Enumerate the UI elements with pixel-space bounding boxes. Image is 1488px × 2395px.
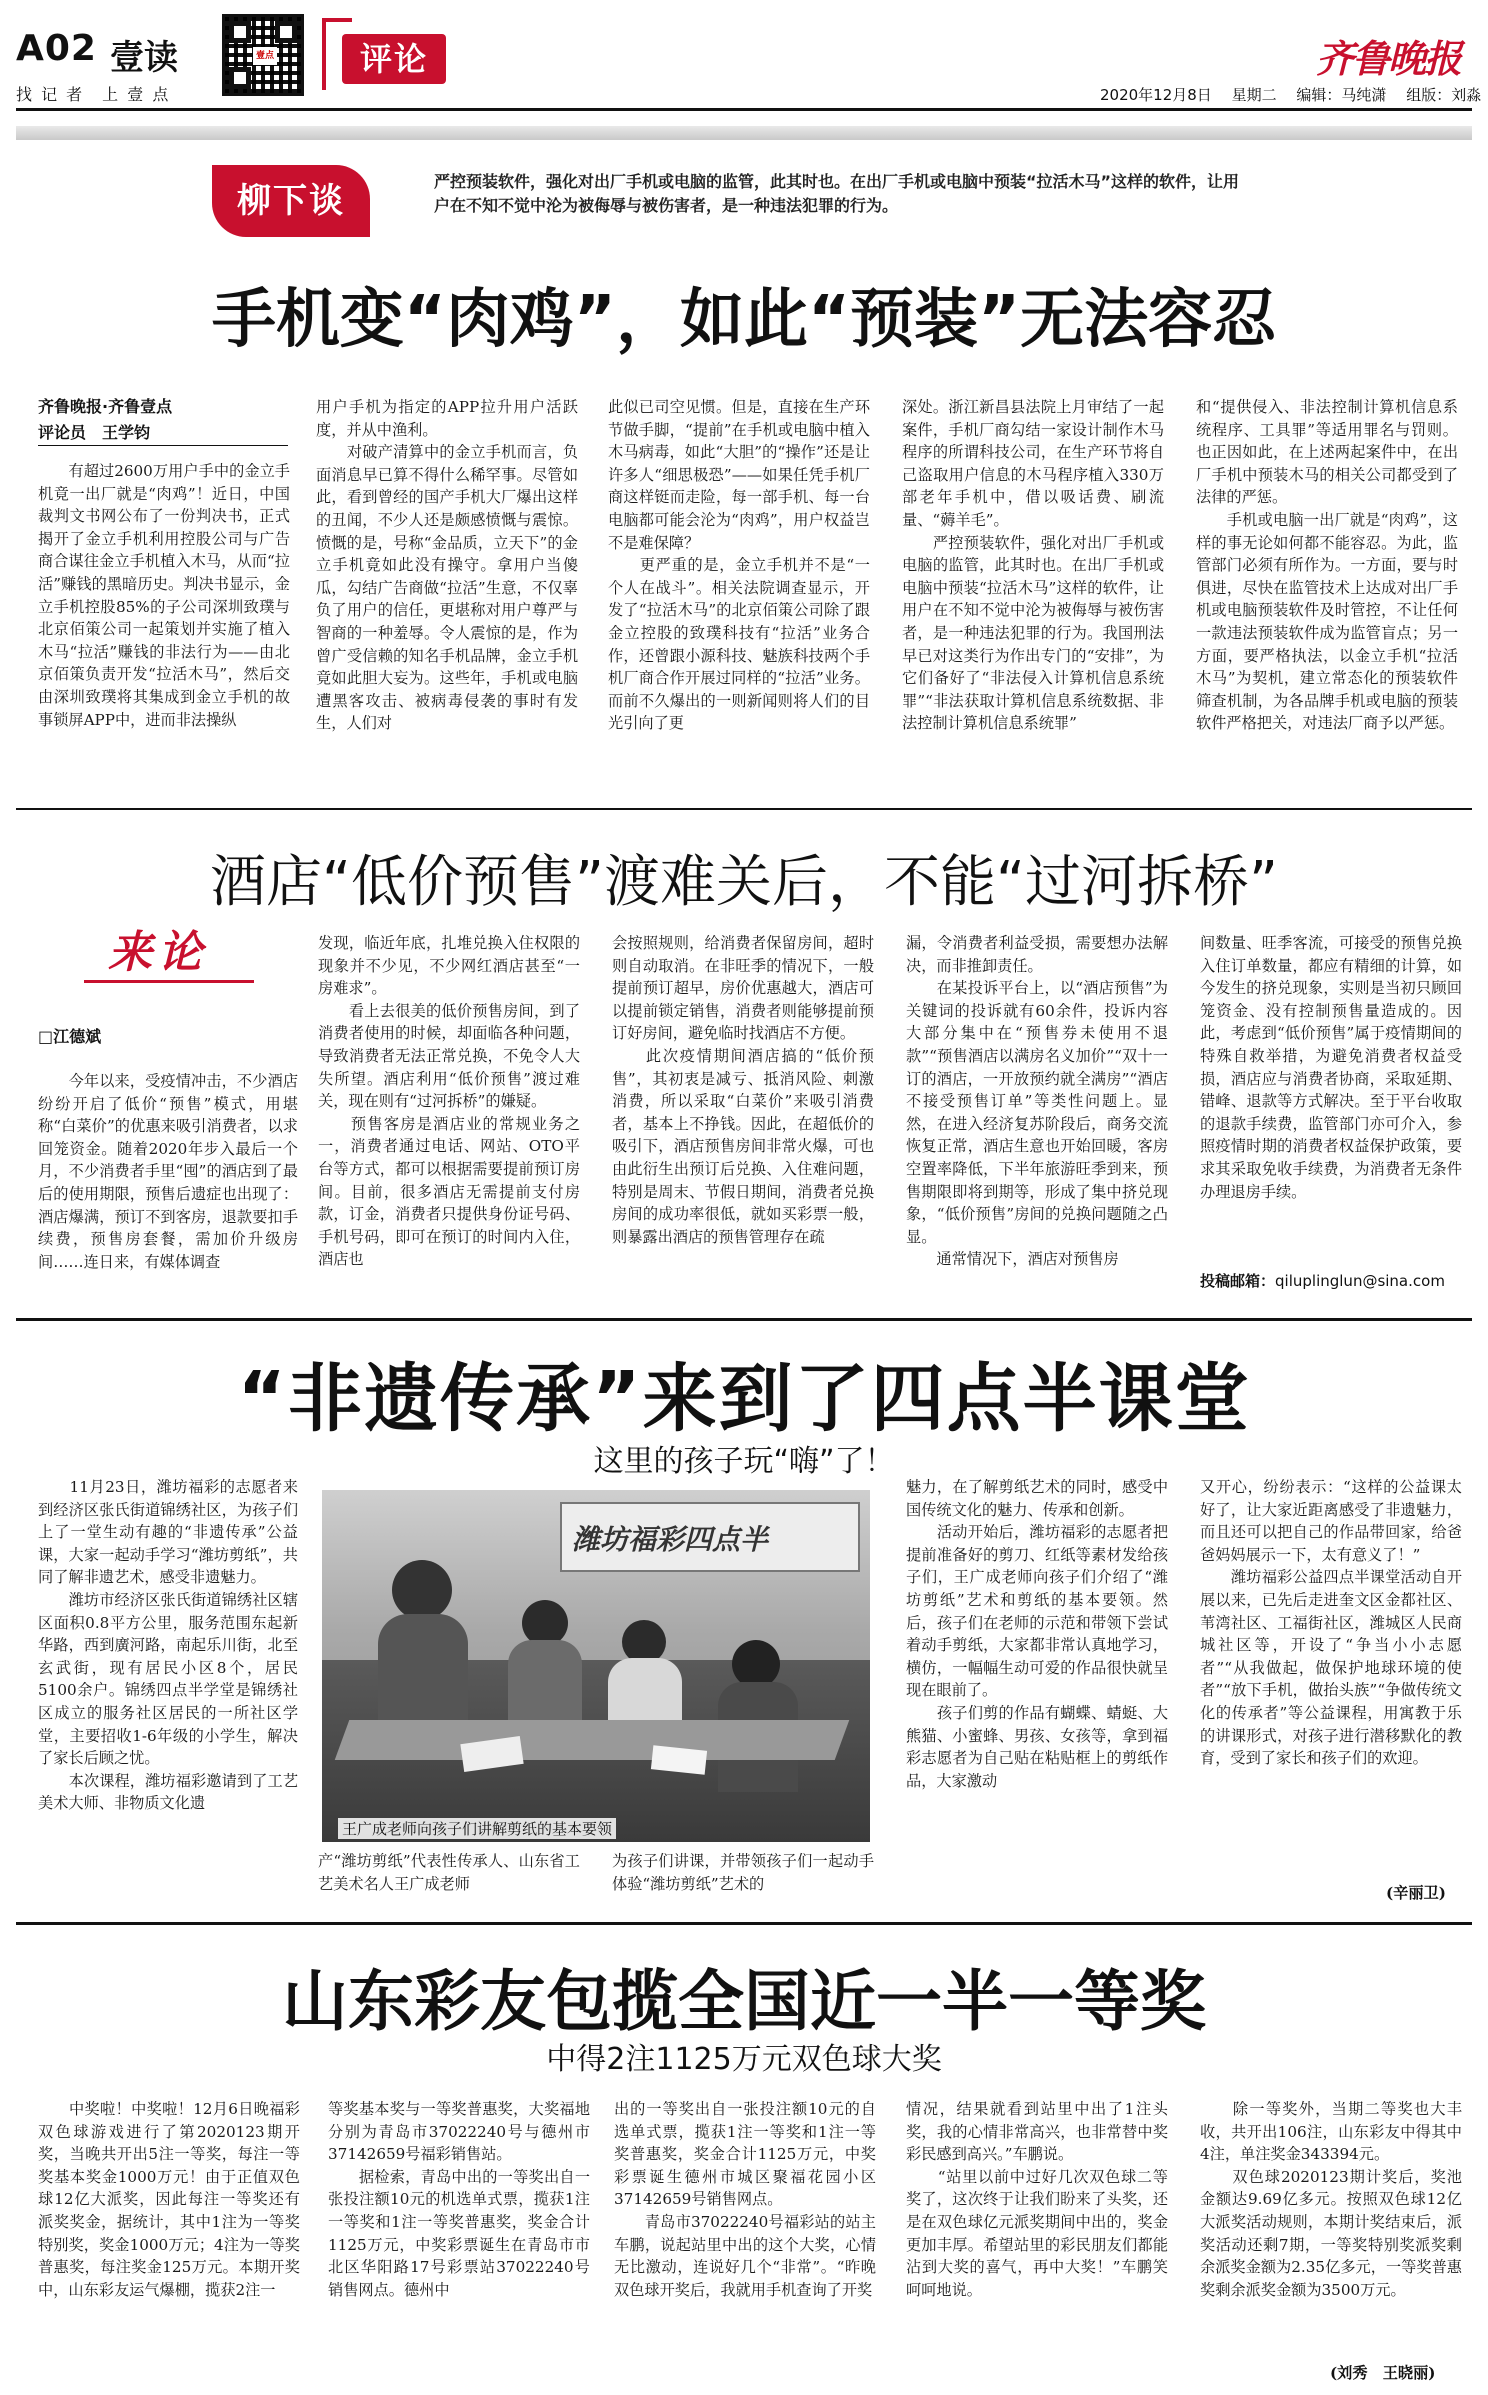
article2-col5: 间数量、旺季客流，可接受的预售兑换入住订单数量，都应有精细的计算，如今发生的挤兑现象，实则是当初只顾回笼资金、没有控制预售量造成的。因此，考虑到“低价预售”属于疫情期间的特殊自救举措，为避免消费者权益受损，酒店应与消费者协商，采取延期、错峰、退款等方式解决。至于平台收取的退款手续费，监管部门亦可介入，参照疫情时期的消费者权益保护政策，要求其采取免收手续费，为消费者无条件办理退房手续。 [1200, 934, 1462, 1201]
article3-col5: 又开心，纷纷表示：“这样的公益课太好了，让大家近距离感受了非遗魅力，而且还可以把自己的作品带回家，给爸爸妈妈展示一下，太有意义了！” 潍坊福彩公益四点半课堂活动自开展以来，已先后走进奎文区金都社区、苇湾社区、工福街社区，潍城区人民商城社区等，开设了“争当小小志愿者”“从我做起，做保护地球环境的使者”“放下手机，做抬头族”“争做传统文化的传承者”等公益课程，用寓教于乐的讲课形式，对孩子进行潜移默化的教育，受到了家长和孩子们的欢迎。 [1200, 1478, 1462, 1768]
article1-col2: 用户手机为指定的APP拉升用户活跃度，并从中渔利。 对破产清算中的金立手机而言，负面消息早已算不得什么稀罕事。尽管如此，看到曾经的国产手机大厂爆出这样的丑闻，不少人还是颇感愤慨与震惊。愤慨的是，号称“金品质，立天下”的金立手机竟如此没有操守。拿用户当傻瓜，勾结广告商做“拉活”生意，不仅辜负了用户的信任，更堪称对用户尊严与智商的一种羞辱。令人震惊的是，作为曾广受信赖的知名手机品牌，金立手机竟如此胆大妄为。这些年，手机或电脑遭黑客攻击、被病毒侵袭的事时有发生，人们对 [316, 398, 578, 733]
qr-center-label: 壹点 [253, 47, 277, 65]
divider-3 [16, 1922, 1472, 1925]
masthead-rule [16, 108, 1472, 111]
article3-col2b: 产“潍坊剪纸”代表性传承人、山东省工艺美术名人王广成老师 [318, 1852, 580, 1893]
byline-org: 齐鲁晚报·齐鲁壹点 [38, 397, 173, 416]
article4-col3: 出的一等奖出自一张投注额10元的自选单式票，揽获1注一等奖和1注一等奖普惠奖，奖金合计1125万元，中奖彩票诞生德州市城区聚福花园小区37142659号销售网点。 青岛市37022240号福彩站的站主车鹏，说起站里中出的这个大奖，心情无比激动，连说好几个“非常”。“昨晚双色球开奖后，我就用手机查询了开奖 [614, 2100, 876, 2299]
article1-col4: 深处。浙江新昌县法院上月审结了一起案件，手机厂商勾结一家设计制作木马程序的所谓科技公司，在生产环节将自己盗取用户信息的木马程序植入330万部老年手机中，借以吸话费、刷流量、“薅羊毛”。 严控预装软件，强化对出厂手机或电脑的监管，此其时也。在出厂手机或电脑中预装“拉活木马”这样的软件，让用户在不知不觉中沦为被侮辱与被伤害者，是一种违法犯罪的行为。我国刑法早已对这类行为作出专门的“安排”，为它们备好了“非法侵入计算机信息系统罪”“非法获取计算机信息系统数据、非法控制计算机信息系统罪” [902, 398, 1164, 733]
headline-4: 山东彩友包揽全国近一半一等奖 [282, 1963, 1206, 2040]
slogan: 找 记 者 上 壹 点 [16, 85, 171, 104]
subhead-3: 这里的孩子玩“嗨”了！ [593, 1444, 895, 1479]
masthead-shade [16, 126, 1472, 140]
article4-col5: 除一等奖外，当期二等奖也大丰收，共开出106注，山东彩友中得其中4注，单注奖金343394元。 双色球2020123期计奖后，奖池金额达9.69亿多元。按照双色球12亿大派奖活动规则，本期计奖结束后，派奖活动还剩7期，一等奖特别奖派奖剩余派奖金额为2.35亿多元，一等奖普惠奖剩余派奖金额为3500万元。 [1200, 2100, 1462, 2299]
banner-text: 潍坊福彩四点半 [572, 1523, 769, 1556]
article3-col1: 11月23日，潍坊福彩的志愿者来到经济区张氏街道锦绣社区，为孩子们上了一堂生动有趣的“非遗传承”公益课，大家一起动手学习“潍坊剪纸”，共同了解非遗艺术，感受非遗魅力。 潍坊市经济区张氏街道锦绣社区辖区面积0.8平方公里，服务范围东起新华路，西到廣河路，南起乐川街，北至玄武街，现有居民小区8个，居民5100余户。锦绣四点半学堂是锦绣社区成立的服务社区居民的一所社区学堂，主要招收1-6年级的小学生，解决了家长后顾之忧。 本次课程，潍坊福彩邀请到了工艺美术大师、非物质文化遗 [38, 1478, 298, 1813]
column-logo-2: 来论 [108, 927, 208, 978]
column-tag: 评论 [342, 34, 446, 84]
article2-col4: 漏，令消费者利益受损，需要想办法解决，而非推卸责任。 在某投诉平台上，以“酒店预售”为关键词的投诉就有60余件，投诉内容大部分集中在“预售券未使用不退款”“预售酒店以满房名义加价”“双十一订的酒店，一开放预约就全满房”“酒店不接受预售订单”等类性问题上。显然，在进入经济复苏阶段后，商务交流恢复正常，酒店生意也开始回暖，客房空置率降低，下半年旅游旺季到来，预售期限即将到期等，形成了集中挤兑现象，“低价预售”房间的兑换问题随之凸显。 通常情况下，酒店对预售房 [906, 934, 1168, 1269]
divider-2 [16, 1318, 1472, 1321]
article4-col4: 情况，结果就看到站里中出了1注头奖，我的心情非常高兴，也非常替中奖彩民感到高兴。”车鹏说。 “站里以前中过好几次双色球二等奖了，这次终于让我们盼来了头奖，还是在双色球亿元派奖期间中出的，奖金更加丰厚。希望站里的彩民朋友们都能沾到大奖的喜气，再中大奖！”车鹏笑呵呵地说。 [906, 2100, 1168, 2299]
article2-author: □江德斌 [38, 1027, 102, 1046]
article4-col1: 中奖啦！中奖啦！12月6日晚福彩双色球游戏进行了第2020123期开奖，当晚共开出5注一等奖，每注一等奖基本奖金1000万元！由于正值双色球12亿大派奖，因此每注一等奖还有派奖奖金，据统计，其中1注为一等奖特别奖，奖金1000万元；4注为一等奖普惠奖，每注奖金125万元。本期开奖中，山东彩友运气爆棚，揽获2注一 [38, 2100, 300, 2299]
article1-col3: 此似已司空见惯。但是，直接在生产环节做手脚，“提前”在手机或电脑中植入木马病毒，如此“大胆”的“操作”还是让许多人“细思极恐”——如果任凭手机厂商这样铤而走险，每一部手机、每一台电脑都可能会沦为“肉鸡”，用户权益岂不是难保障？ 更严重的是，金立手机并不是“一个人在战斗”。相关法院调查显示，开发了“拉活木马”的北京佰策公司除了跟金立控股的致璞科技有“拉活”业务合作，还曾跟小源科技、魅族科技两个手机厂商合作开展过同样的“拉活”业务。而前不久爆出的一则新闻则将人们的目光引向了更 [608, 398, 870, 733]
article1-col1: 有超过2600万用户手中的金立手机竟一出厂就是“肉鸡”！近日，中国裁判文书网公布了一份判决书，正式揭开了金立手机利用控股公司与广告商合谋往金立手机植入木马，从而“拉活”赚钱的黑暗历史。判决书显示，金立手机控股85%的子公司深圳致璞与北京佰策公司一起策划并实施了植入木马“拉活”赚钱的非法行为——由北京佰策负责开发“拉活木马”，然后交由深圳致璞将其集成到金立手机的故事锁屏APP中，进而非法操纵 [38, 462, 290, 729]
column-tag-bracket-top [322, 18, 352, 22]
headline-3: “非遗传承”来到了四点半课堂 [237, 1356, 1251, 1442]
headline-2: 酒店“低价预售”渡难关后，不能“过河拆桥” [209, 850, 1279, 915]
article1-col5: 和“提供侵入、非法控制计算机信息系统程序、工具罪”等适用罪名与罚则。也正因如此，在上述两起案件中，在出厂手机中预装木马的相关公司都受到了法律的严惩。 手机或电脑一出厂就是“肉鸡”，这样的事无论如何都不能容忍。为此，监管部门必须有所作为。一方面，要与时俱进，尽快在监管技术上达成对出厂手机或电脑预装软件及时管控，不让任何一款违法预装软件成为监管盲点；另一方面，要严格执法，以金立手机“拉活木马”为契机，建立常态化的预装软件筛查机制，为各品牌手机或电脑的预装软件严格把关，对违法厂商予以严惩。 [1196, 398, 1458, 733]
photo-caption: 王广成老师向孩子们讲解剪纸的基本要领 [338, 1818, 616, 1839]
divider-1 [16, 808, 1472, 810]
article2-col1: 今年以来，受疫情冲击，不少酒店纷纷开启了低价“预售”模式，用堪称“白菜价”的优惠来吸引消费者，以求回笼资金。随着2020年步入最后一个月，不少消费者手里“囤”的酒店到了最后的使用期限，预售后遗症也出现了：酒店爆满，预订不到客房，退款要扣手续费，预售房套餐，需加价升级房间……连日来，有媒体调查 [38, 1072, 298, 1271]
article3-col4: 魅力，在了解剪纸艺术的同时，感受中国传统文化的魅力、传承和创新。 活动开始后，潍坊福彩的志愿者把提前准备好的剪刀、红纸等素材发给孩子们，王广成老师向孩子们介绍了“潍坊剪纸”艺术和剪纸的基本要领。然后，孩子们在老师的示范和带领下尝试着动手剪纸，大家都非常认真地学习，横仿，一幅幅生动可爱的作品很快就呈现在眼前了。 孩子们剪的作品有蝴蝶、蜻蜓、大熊猫、小蜜蜂、男孩、女孩等，拿到福彩志愿者为自己贴在粘贴框上的剪纸作品，大家激动 [906, 1478, 1168, 1790]
photo-banner [560, 1502, 860, 1572]
contribution-line [1200, 1270, 1445, 1291]
article2-col3: 会按照规则，给消费者保留房间，超时则自动取消。在非旺季的情况下，一般提前预订超早，房价优惠越大，酒店可以提前锁定销售，消费者则能够提前预订好房间，避免临时找酒店不方便。 此次疫情期间酒店搞的“低价预售”，其初衷是减亏、抵消风险、刺激消费，所以采取“白菜价”来吸引消费者，基本上不挣钱。因此，在超低价的吸引下，酒店预售房间非常火爆，可也由此衍生出预订后兑换、入住难问题，特别是周末、节假日期间，消费者兑换房间的成功率很低，就如买彩票一般，则暴露出酒店的预售管理存在疏 [612, 934, 874, 1246]
issue-designer: 组版：刘淼 [1406, 86, 1482, 104]
news-photo [322, 1490, 870, 1842]
lead-text: 严控预装软件，强化对出厂手机或电脑的监管，此其时也。在出厂手机或电脑中预装“拉活木马”这样的软件，让用户在不知不觉中沦为被侮辱与被伤害者，是一种违法犯罪的行为。 [434, 172, 1240, 215]
issue-weekday: 星期二 [1231, 86, 1277, 104]
subhead-4: 中得2注1125万元双色球大奖 [546, 2042, 942, 2077]
article4-author: (刘秀 王晓丽) [1330, 2364, 1436, 2382]
issue-info [1100, 84, 1481, 105]
issue-editor: 编辑：马纯潇 [1296, 86, 1387, 104]
page-number: A02 [16, 28, 97, 69]
paper-logo: 齐鲁晚报 [1316, 36, 1461, 81]
contribution-email[interactable]: qiluplinglun@sina.com [1275, 1272, 1445, 1290]
column-logo-2-underline [84, 980, 254, 983]
issue-date: 2020年12月8日 [1100, 86, 1212, 104]
column-tag-bracket [322, 18, 326, 90]
article3-author: (辛丽卫) [1386, 1884, 1446, 1902]
byline-author: 评论员 王学钧 [38, 420, 288, 446]
qr-code[interactable] [222, 14, 304, 96]
headline-1: 手机变“肉鸡”，如此“预装”无法容忍 [211, 283, 1277, 357]
article4-col2: 等奖基本奖与一等奖普惠奖，大奖福地分别为青岛市37022240号与德州市37142659号福彩销售站。 据检索，青岛中出的一等奖出自一张投注额10元的机选单式票，揽获1注一等奖和1注一等奖普惠奖，奖金合计1125万元，中奖彩票诞生在青岛市市北区华阳路17号彩票站37022240号销售网点。德州中 [328, 2100, 590, 2299]
article2-col2: 发现，临近年底，扎堆兑换入住权限的现象并不少见，不少网红酒店甚至“一房难求”。 看上去很美的低价预售房间，到了消费者使用的时候，却面临各种问题，导致消费者无法正常兑换，不免令人大失所望。酒店利用“低价预售”渡过难关，现在则有“过河拆桥”的嫌疑。 预售客房是酒店业的常规业务之一，消费者通过电话、网站、OTO平台等方式，都可以根据需要提前预订房间。目前，很多酒店无需提前支付房款，订金，消费者只提供身份证号码、手机号码，即可在预订的时间内入住，酒店也 [318, 934, 580, 1269]
section-name: 壹读 [110, 38, 178, 78]
article3-col3b: 为孩子们讲课，并带领孩子们一起动手体验“潍坊剪纸”艺术的 [612, 1852, 874, 1893]
contribution-label: 投稿邮箱： [1200, 1272, 1276, 1290]
column-logo: 柳下谈 [212, 165, 370, 237]
